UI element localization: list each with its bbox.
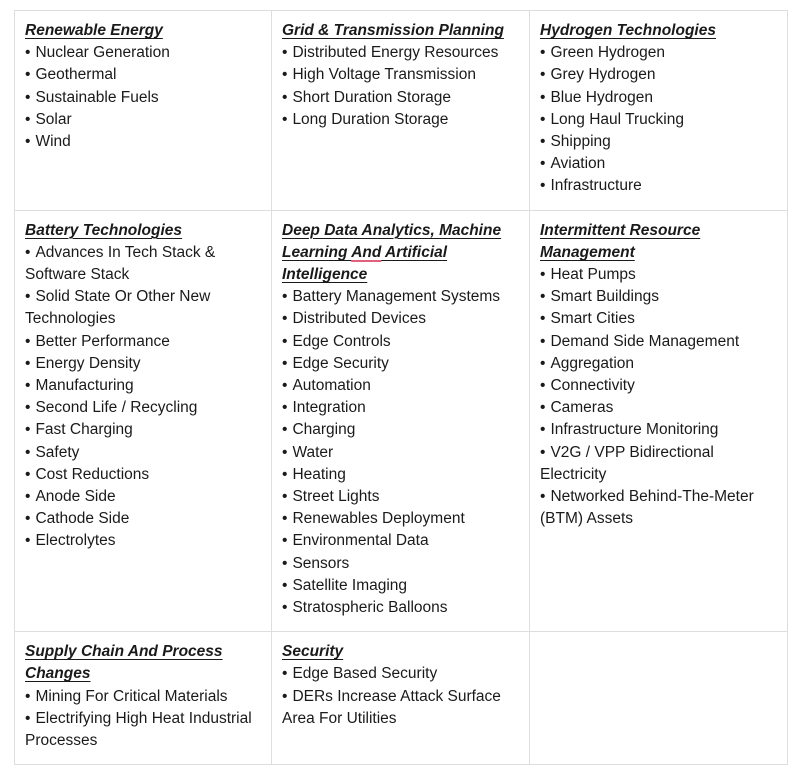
- list-item-text: Long Duration Storage: [292, 110, 449, 128]
- list-item: [282, 109, 519, 131]
- bullet-icon: •: [282, 443, 288, 461]
- bullet-icon: •: [540, 44, 546, 62]
- list-item: [282, 464, 519, 486]
- list-item: [282, 353, 519, 375]
- list-item-text: Distributed Devices: [292, 310, 426, 328]
- list-item: [25, 375, 261, 397]
- list-item-text: Edge Security: [292, 354, 389, 372]
- list-item-text: Sustainable Fuels: [35, 88, 159, 106]
- bullet-icon: •: [25, 510, 31, 528]
- bullet-icon: •: [282, 599, 288, 617]
- list-item: [540, 486, 777, 530]
- cell-title-part: Deep Data Analytics, Machine Learning: [282, 221, 502, 261]
- bullet-icon: •: [25, 332, 31, 350]
- list-item: [282, 331, 519, 353]
- bullet-icon: •: [540, 155, 546, 173]
- list-item: [540, 264, 777, 286]
- list-item-text: Networked Behind-The-Meter (BTM) Assets: [540, 488, 754, 528]
- bullet-icon: •: [25, 44, 31, 62]
- list-item-text: V2G / VPP Bidirectional Electricity: [540, 443, 714, 483]
- list-item: [282, 553, 519, 575]
- bullet-icon: •: [282, 288, 288, 306]
- table-cell: [272, 210, 530, 632]
- bullet-icon: •: [282, 44, 288, 62]
- cell-title-supply-chain-and-process-changes: Supply Chain And Process Changes: [25, 643, 223, 683]
- list-item: [540, 353, 777, 375]
- bullet-icon: •: [540, 88, 546, 106]
- list-item-text: Infrastructure: [550, 177, 642, 195]
- list-item: [282, 686, 519, 730]
- list-item: [25, 442, 261, 464]
- list-item-text: DERs Increase Attack Surface Area For Utilities: [282, 687, 501, 727]
- cell-title-battery-technologies: Battery Technologies: [25, 221, 183, 239]
- list-item-text: Cost Reductions: [35, 465, 150, 483]
- list-item-text: Integration: [292, 399, 366, 417]
- bullet-list: [25, 42, 261, 153]
- list-item-text: Fast Charging: [35, 421, 133, 439]
- list-item-text: Anode Side: [35, 488, 116, 506]
- bullet-icon: •: [282, 465, 288, 483]
- bullet-icon: •: [25, 110, 31, 128]
- spellcheck-highlight: And: [351, 243, 382, 261]
- topics-table: [14, 10, 788, 765]
- list-item: [25, 286, 261, 330]
- list-item-text: Long Haul Trucking: [550, 110, 684, 128]
- bullet-icon: •: [282, 488, 288, 506]
- bullet-icon: •: [282, 665, 288, 683]
- list-item-text: Nuclear Generation: [35, 44, 170, 62]
- list-item: [282, 375, 519, 397]
- list-item: [282, 442, 519, 464]
- bullet-icon: •: [282, 399, 288, 417]
- bullet-icon: •: [282, 421, 288, 439]
- bullet-icon: •: [540, 443, 546, 461]
- list-item-text: Sensors: [292, 554, 350, 572]
- bullet-icon: •: [25, 421, 31, 439]
- bullet-icon: •: [282, 66, 288, 84]
- list-item: [282, 87, 519, 109]
- cell-title-renewable-energy: Renewable Energy: [25, 22, 163, 39]
- list-item-text: Better Performance: [35, 332, 170, 350]
- table-row: [15, 11, 788, 211]
- list-item: [540, 442, 777, 486]
- cell-title-intermittent-resource-management: Intermittent Resource Management: [540, 221, 701, 261]
- bullet-list: [282, 663, 519, 730]
- bullet-icon: •: [540, 310, 546, 328]
- bullet-icon: •: [25, 377, 31, 395]
- bullet-icon: •: [540, 133, 546, 151]
- list-item: [282, 597, 519, 619]
- bullet-list: [25, 242, 261, 553]
- bullet-icon: •: [25, 133, 31, 151]
- bullet-icon: •: [282, 88, 288, 106]
- list-item: [25, 87, 261, 109]
- bullet-icon: •: [282, 332, 288, 350]
- list-item: [540, 42, 777, 64]
- bullet-list: [25, 686, 261, 753]
- bullet-icon: •: [282, 310, 288, 328]
- list-item: [25, 331, 261, 353]
- list-item: [25, 486, 261, 508]
- bullet-icon: •: [25, 399, 31, 417]
- list-item: [540, 64, 777, 86]
- list-item-text: Energy Density: [35, 354, 141, 372]
- list-item-text: Edge Controls: [292, 332, 391, 350]
- list-item: [25, 109, 261, 131]
- bullet-icon: •: [540, 177, 546, 195]
- list-item: [282, 286, 519, 308]
- list-item-text: Heating: [292, 465, 346, 483]
- bullet-icon: •: [282, 377, 288, 395]
- list-item: [540, 419, 777, 441]
- list-item-text: Second Life / Recycling: [35, 399, 198, 417]
- bullet-icon: •: [282, 554, 288, 572]
- list-item: [540, 397, 777, 419]
- list-item-text: Aviation: [550, 155, 606, 173]
- bullet-icon: •: [25, 443, 31, 461]
- list-item: [282, 508, 519, 530]
- bullet-icon: •: [25, 243, 31, 261]
- bullet-icon: •: [540, 332, 546, 350]
- list-item: [25, 530, 261, 552]
- list-item-text: Manufacturing: [35, 377, 134, 395]
- list-item-text: Automation: [292, 377, 371, 395]
- list-item: [540, 109, 777, 131]
- list-item: [282, 64, 519, 86]
- list-item-text: Edge Based Security: [292, 665, 438, 683]
- list-item: [540, 286, 777, 308]
- list-item: [540, 131, 777, 153]
- cell-title: [282, 220, 519, 287]
- list-item-text: Mining For Critical Materials: [35, 687, 228, 705]
- bullet-icon: •: [25, 709, 31, 727]
- cell-title-hydrogen-technologies: Hydrogen Technologies: [540, 22, 716, 39]
- table-cell: [15, 632, 272, 765]
- list-item: [282, 397, 519, 419]
- list-item: [25, 131, 261, 153]
- list-item-text: Short Duration Storage: [292, 88, 451, 106]
- table-cell: [15, 210, 272, 632]
- bullet-icon: •: [282, 354, 288, 372]
- bullet-icon: •: [282, 576, 288, 594]
- list-item: [25, 242, 261, 286]
- cell-title-grid-transmission-planning: Grid & Transmission Planning: [282, 22, 504, 39]
- bullet-list: [540, 264, 777, 530]
- list-item-text: Electrifying High Heat Industrial Processes: [25, 709, 252, 750]
- list-item-text: Geothermal: [35, 66, 117, 84]
- bullet-icon: •: [540, 354, 546, 372]
- list-item: [25, 686, 261, 708]
- list-item: [540, 87, 777, 109]
- bullet-icon: •: [540, 399, 546, 417]
- cell-title-security: Security: [282, 643, 344, 661]
- bullet-icon: •: [25, 88, 31, 106]
- table-cell: [530, 210, 788, 632]
- bullet-list: [282, 42, 519, 131]
- list-item-text: Stratospheric Balloons: [292, 599, 448, 617]
- list-item-text: Renewables Deployment: [292, 510, 465, 528]
- empty-cell: [530, 632, 788, 765]
- list-item-text: Cameras: [550, 399, 614, 417]
- table-cell: [15, 11, 272, 211]
- list-item: [25, 42, 261, 64]
- list-item-text: Shipping: [550, 133, 611, 151]
- table-row: [15, 210, 788, 632]
- list-item-text: Water: [292, 443, 334, 461]
- bullet-icon: •: [25, 66, 31, 84]
- list-item: [282, 42, 519, 64]
- list-item-text: Connectivity: [550, 377, 635, 395]
- list-item: [282, 486, 519, 508]
- bullet-icon: •: [25, 288, 31, 306]
- list-item-text: Solid State Or Other New Technologies: [25, 288, 211, 328]
- list-item: [540, 375, 777, 397]
- list-item: [25, 419, 261, 441]
- list-item: [25, 64, 261, 86]
- bullet-icon: •: [282, 110, 288, 128]
- bullet-icon: •: [282, 532, 288, 550]
- bullet-icon: •: [540, 110, 546, 128]
- bullet-icon: •: [25, 532, 31, 550]
- bullet-icon: •: [282, 687, 288, 705]
- list-item-text: High Voltage Transmission: [292, 66, 476, 84]
- list-item: [540, 175, 777, 197]
- table-row: [15, 632, 788, 765]
- bullet-icon: •: [540, 288, 546, 306]
- bullet-icon: •: [540, 266, 546, 284]
- list-item-text: Charging: [292, 421, 356, 439]
- list-item: [540, 153, 777, 175]
- list-item-text: Heat Pumps: [550, 266, 636, 284]
- list-item: [282, 663, 519, 685]
- list-item-text: Distributed Energy Resources: [292, 44, 499, 62]
- bullet-icon: •: [25, 465, 31, 483]
- list-item-text: Cathode Side: [35, 510, 130, 528]
- bullet-icon: •: [540, 488, 546, 506]
- list-item: [540, 331, 777, 353]
- bullet-icon: •: [282, 510, 288, 528]
- list-item: [25, 353, 261, 375]
- table-cell: [272, 11, 530, 211]
- list-item: [25, 508, 261, 530]
- table-cell: [272, 632, 530, 765]
- bullet-icon: •: [540, 421, 546, 439]
- list-item: [540, 308, 777, 330]
- list-item: [282, 308, 519, 330]
- list-item-text: Smart Buildings: [550, 288, 659, 306]
- list-item-text: Advances In Tech Stack & Software Stack: [25, 243, 216, 284]
- list-item-text: Wind: [35, 133, 71, 151]
- list-item: [282, 530, 519, 552]
- list-item: [25, 708, 261, 752]
- list-item-text: Green Hydrogen: [550, 44, 666, 62]
- list-item-text: Safety: [35, 443, 80, 461]
- list-item: [25, 397, 261, 419]
- list-item-text: Environmental Data: [292, 532, 429, 550]
- list-item-text: Grey Hydrogen: [550, 66, 656, 84]
- cell-title-part: Artificial Intelligence: [282, 243, 448, 284]
- bullet-list: [540, 42, 777, 197]
- list-item-text: Smart Cities: [550, 310, 635, 328]
- list-item: [282, 419, 519, 441]
- bullet-icon: •: [25, 488, 31, 506]
- list-item-text: Aggregation: [550, 354, 635, 372]
- bullet-icon: •: [540, 66, 546, 84]
- list-item-text: Infrastructure Monitoring: [550, 421, 719, 439]
- bullet-icon: •: [25, 354, 31, 372]
- list-item-text: Demand Side Management: [550, 332, 740, 350]
- list-item-text: Satellite Imaging: [292, 576, 408, 594]
- list-item: [282, 575, 519, 597]
- list-item: [25, 464, 261, 486]
- list-item-text: Blue Hydrogen: [550, 88, 653, 106]
- list-item-text: Electrolytes: [35, 532, 116, 550]
- list-item-text: Solar: [35, 110, 72, 128]
- table-cell: [530, 11, 788, 211]
- list-item-text: Battery Management Systems: [292, 288, 501, 306]
- bullet-icon: •: [540, 377, 546, 395]
- list-item-text: Street Lights: [292, 488, 380, 506]
- bullet-list: [282, 286, 519, 619]
- bullet-icon: •: [25, 687, 31, 705]
